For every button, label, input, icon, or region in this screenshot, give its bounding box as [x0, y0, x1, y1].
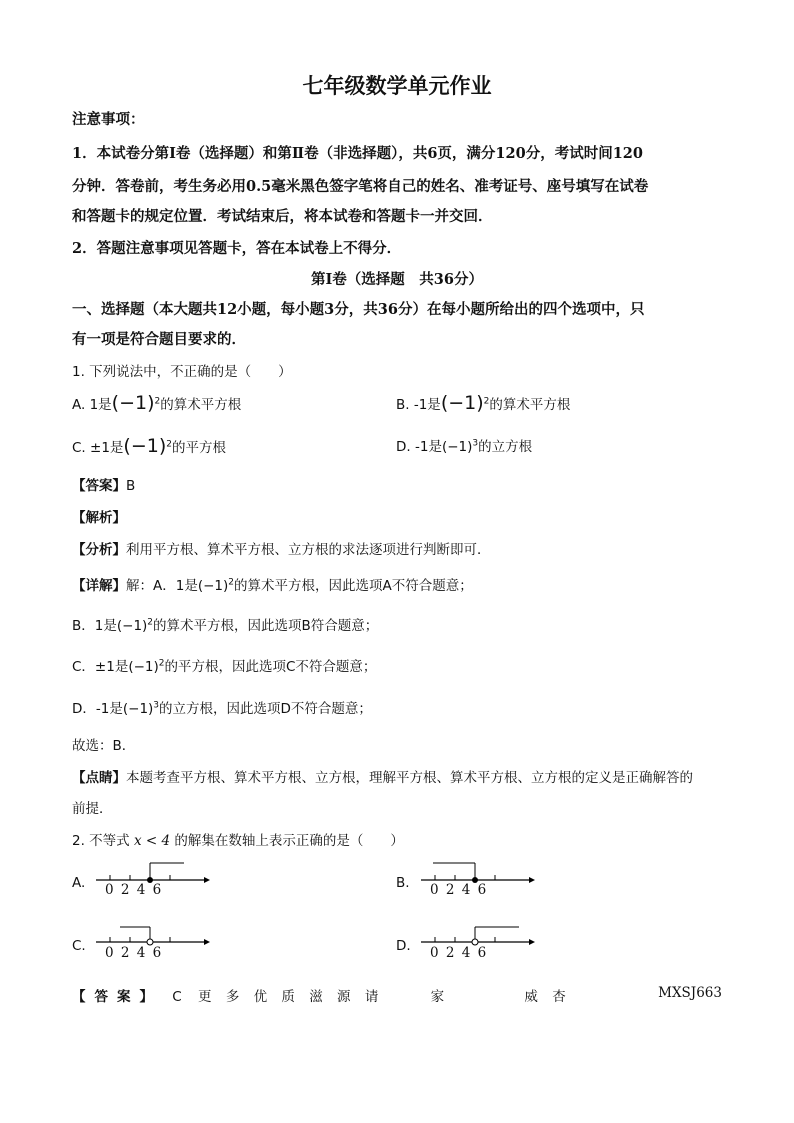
- promo-char: 家: [430, 989, 445, 1005]
- tick-label: 0: [105, 945, 114, 961]
- footer-code: MXSJ663: [658, 985, 722, 1001]
- section1-line2: 有一项是符合题目要求的．: [72, 331, 246, 348]
- promo-char: 威: [524, 989, 538, 1005]
- promo-char: 更: [198, 989, 212, 1005]
- solution-b-line: [72, 614, 378, 634]
- promo-char: 杏: [552, 989, 566, 1005]
- promo-char: 源: [337, 989, 351, 1005]
- q1-option-d-exponent: 3: [472, 438, 479, 449]
- q1-option-c-math: (−1): [123, 435, 167, 457]
- q1-option-b-suffix: 的算术平方根: [489, 397, 571, 413]
- promo-char: 质: [281, 989, 295, 1005]
- q1-option-b-math: (−1): [440, 392, 484, 414]
- answer-value: B: [126, 478, 136, 494]
- q1-option-a-exponent: 2: [154, 396, 161, 407]
- q1-option-b: [396, 392, 570, 414]
- promo-char: 优: [253, 989, 268, 1005]
- footer-answer-tag: 【答案】: [72, 989, 162, 1005]
- section1-line1: 一、选择题（本大题共12小题，每小题3分，共36分）在每小题所给出的四个选项中，只: [72, 301, 645, 318]
- conclusion: 故选：B．: [72, 738, 136, 754]
- fenxi-text: 利用平方根、算术平方根、立方根的求法逐项进行判断即可．: [126, 542, 491, 558]
- q1-option-c-prefix: C. ±1是: [72, 440, 124, 456]
- tick-label: 2: [120, 945, 130, 961]
- dianjing-tag: 【点睛】: [72, 770, 126, 786]
- q1-option-a: [72, 392, 241, 414]
- q2-stem: [72, 829, 404, 849]
- dianjing-text1: 本题考查平方根、算术平方根、立方根，理解平方根、算术平方根、立方根的定义是正确解答的: [126, 770, 693, 786]
- solution-b-exponent: 2: [147, 617, 154, 628]
- tick-label: 4: [136, 882, 146, 898]
- q2-stem-math: x < 4: [133, 833, 171, 849]
- xiangjie-a-suffix: 的算术平方根，因此选项A不符合题意；: [234, 578, 473, 594]
- tick-label: 0: [430, 882, 439, 898]
- page-title: 七年级数学单元作业: [302, 73, 492, 98]
- tick-label: 2: [445, 945, 455, 961]
- tick-label: 4: [136, 945, 146, 961]
- tick-label: 6: [152, 945, 162, 961]
- solution-d-prefix: D．-1是: [72, 701, 123, 717]
- notice-2: 2．答题注意事项见答题卡，答在本试卷上不得分．: [72, 240, 402, 257]
- q1-option-d-math: (−1): [441, 439, 473, 455]
- q1-option-b-prefix: B. -1是: [396, 397, 441, 413]
- q2-option-a-ticks: [105, 882, 161, 898]
- q1-option-c: [72, 435, 226, 457]
- solution-d-exponent: 3: [153, 700, 160, 711]
- footer-line: [72, 985, 722, 1005]
- q2-option-b-label: B.: [396, 875, 410, 891]
- q2-option-b-ticks: [430, 882, 486, 898]
- tick-label: 2: [445, 882, 455, 898]
- solution-d-line: [72, 697, 372, 717]
- q1-stem: 1. 下列说法中，不正确的是（ ）: [72, 364, 292, 380]
- tick-label: 0: [430, 945, 439, 961]
- solution-b-prefix: B．1是: [72, 618, 117, 634]
- promo-char: 多: [225, 989, 240, 1005]
- solution-c-prefix: C．±1是: [72, 659, 129, 675]
- solution-c-line: [72, 655, 376, 675]
- q2-stem-prefix: 2. 不等式: [72, 833, 130, 849]
- q2-option-c-label: C.: [72, 938, 86, 954]
- tick-label: 2: [120, 882, 130, 898]
- tick-label: 6: [477, 945, 487, 961]
- dianjing-line1: [72, 766, 693, 786]
- tick-label: 6: [152, 882, 162, 898]
- solution-d-math: (−1): [122, 701, 154, 717]
- solution-c-math: (−1): [128, 659, 159, 675]
- q1-option-d-prefix: D. -1是: [396, 439, 442, 455]
- q2-option-d-ticks: [430, 945, 486, 961]
- notice-1-line3: 和答题卡的规定位置．考试结束后，将本试卷和答题卡一并交回．: [72, 208, 493, 225]
- q1-answer: [72, 474, 135, 494]
- solution-d-suffix: 的立方根，因此选项D不符合题意；: [159, 701, 372, 717]
- part1-heading: 第Ⅰ卷（选择题 共36分）: [311, 271, 483, 288]
- q1-option-c-exponent: 2: [166, 439, 172, 450]
- q1-option-b-exponent: 2: [483, 396, 490, 407]
- xiangjie-a-exponent: 2: [228, 577, 234, 588]
- fenxi-tag: 【分析】: [72, 542, 126, 558]
- tick-label: 4: [461, 945, 471, 961]
- xiangjie-tag: 【详解】: [72, 578, 126, 594]
- footer-answer: C: [172, 989, 182, 1005]
- solution-c-suffix: 的平方根，因此选项C不符合题意；: [164, 659, 377, 675]
- solution-b-math: (−1): [116, 618, 148, 634]
- q1-option-a-prefix: A. 1是: [72, 397, 112, 413]
- q2-stem-suffix: 的解集在数轴上表示正确的是（ ）: [174, 833, 404, 849]
- promo-char: 请: [364, 989, 379, 1005]
- q1-option-c-suffix: 的平方根: [172, 440, 226, 456]
- xiangjie-line: [72, 574, 473, 594]
- q2-option-d-label: D.: [396, 938, 411, 954]
- fenxi-line: [72, 538, 491, 558]
- xiangjie-a-prefix: 解：A．1是: [126, 578, 198, 594]
- tick-label: 6: [477, 882, 487, 898]
- q1-option-a-suffix: 的算术平方根: [160, 397, 242, 413]
- q1-option-d: [396, 435, 532, 455]
- tick-label: 0: [105, 882, 114, 898]
- xiangjie-a-math: (−1): [197, 578, 229, 594]
- analysis-tag: 【解析】: [72, 510, 126, 526]
- answer-tag: 【答案】: [72, 478, 126, 494]
- q1-option-d-suffix: 的立方根: [478, 439, 533, 455]
- notice-1-line2: 分钟．答卷前，考生务必用0.5毫米黑色签字笔将自己的姓名、准考证号、座号填写在试卷: [72, 178, 649, 195]
- q1-option-a-math: (−1): [111, 392, 155, 414]
- dianjing-line2: 前提．: [72, 801, 113, 817]
- notice-heading: 注意事项：: [72, 111, 145, 128]
- tick-label: 4: [461, 882, 471, 898]
- q2-option-a-label: A.: [72, 875, 86, 891]
- solution-c-exponent: 2: [158, 658, 165, 669]
- notice-1-line1: 1．本试卷分第Ⅰ卷（选择题）和第Ⅱ卷（非选择题），共6页，满分120分，考试时间120: [72, 145, 643, 162]
- solution-b-suffix: 的算术平方根，因此选项B符合题意；: [153, 618, 379, 634]
- promo-char: 滋: [309, 989, 323, 1005]
- q2-option-c-ticks: [105, 945, 161, 961]
